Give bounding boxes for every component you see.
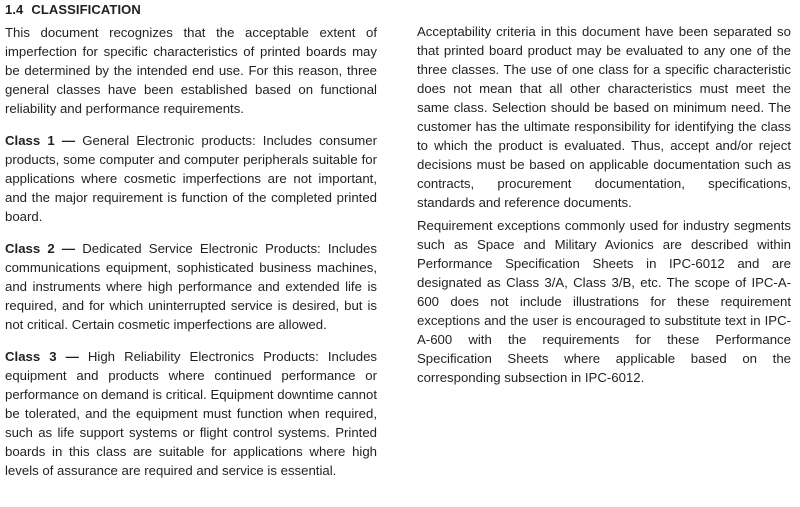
- acceptability-criteria-paragraph: Acceptability criteria in this document have been separated so that printed board product may be evaluated to any one of the three classes. The use of one class for a specific characteristic does not mean that all other characteristics must meet the same class. Selection should be based on minimum need. The customer has the ultimate responsibility for identifying the class to which the product is evaluated. Thus, accept and/or reject decisions must be based on applicable documentation such as contracts, procurement documentation, specifications, standards and reference documents.: [417, 24, 791, 210]
- class-3-text: High Reliability Electronics Products: Includes equipment and products where continued performance or performance on demand is critical. Equipment downtime cannot be tolerated, and the equipment must function when required, such as life support systems or flight control systems. Printed boards in this class are suitable for applications where high levels of assurance are required and service is essential.: [5, 349, 377, 478]
- class-2-text: Dedicated Service Electronic Products: Includes communications equipment, sophisticated business machines, and instruments where high performance and extended life is required, and for which uninterrupted service is desired, but is not critical. Certain cosmetic imperfections are allowed.: [5, 241, 377, 332]
- requirement-exceptions-paragraph: Requirement exceptions commonly used for industry segments such as Space and Military Avionics are described within Performance Specification Sheets in IPC-6012 and are designated as Class 3/A, Class 3/B, etc. The scope of IPC-A-600 does not include illustrations for these requirement exceptions and the user is encouraged to substitute text in IPC-A-600 with the requirements for these Performance Specification Sheets where applicable based on the corresponding subsection in IPC-6012.: [417, 218, 791, 385]
- class-2-label: Class 2 —: [5, 241, 76, 256]
- class-1-paragraph: [5, 131, 377, 226]
- section-number: 1.4: [5, 2, 24, 17]
- class-3-label: Class 3 —: [5, 349, 79, 364]
- class-2-paragraph: [5, 239, 377, 334]
- section-title: CLASSIFICATION: [31, 2, 141, 17]
- class-1-text: General Electronic products: Includes consumer products, some computer and computer peripherals suitable for applications where cosmetic imperfections are not important, and the major requirement is function of the completed printed board.: [5, 133, 377, 224]
- section-heading: [5, 2, 377, 18]
- intro-paragraph: This document recognizes that the acceptable extent of imperfection for specific characteristics of printed boards may be determined by the intended end use. For this reason, three general classes have been established based on functional reliability and performance requirements.: [5, 25, 377, 116]
- class-1-label: Class 1 —: [5, 133, 76, 148]
- right-column: [417, 22, 791, 387]
- class-3-paragraph: [5, 347, 377, 480]
- left-column: [5, 0, 377, 480]
